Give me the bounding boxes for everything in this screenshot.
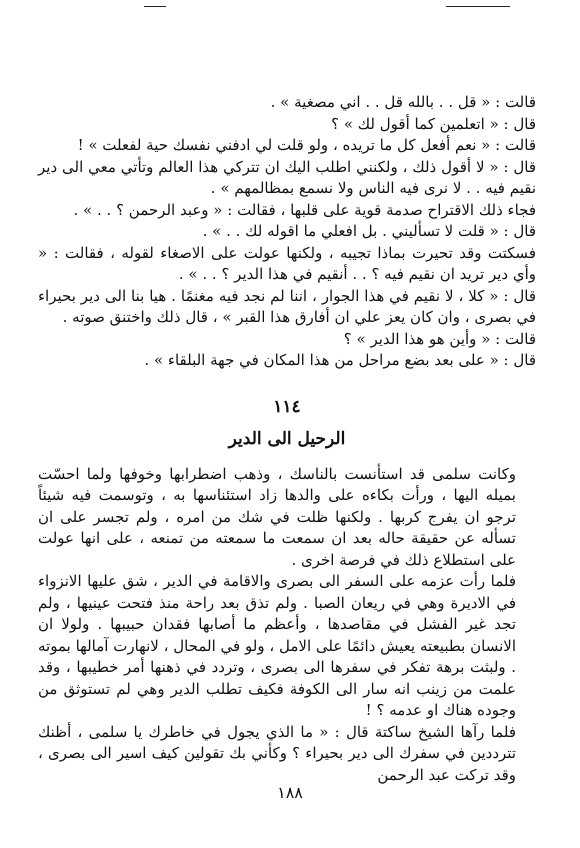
dialogue-line: قالت : « نعم أفعل كل ما تريده ، ولو قلت لي ادفني نفسك حية لفعلت » !	[77, 136, 536, 154]
page-number: ١٨٨	[277, 783, 303, 802]
dialogue-line: قال : « على بعد بضع مراحل من هذا المكان في جهة البلقاء » .	[144, 351, 536, 369]
narrative-paragraph: فلما رأت عزمه على السفر الى بصرى والاقامة في الدير ، شق عليها الانزواء في الاديرة وهي في ريعان الصبا . ولم تذق بعد راحة منذ فتحت عينيها ، ولم تجد غير الفشل في مقاصدها ، وأعظم ما أصابها فقدان حبيبها . ولولا ان الانسان بطبيعته يعيش دائمًا على الامل ، ولو في المحال ، لانهارت آمالها بموته . ولبثت برهة تفكر في سفرها الى بصرى ، وتردد في ذهنها أمر خطيبها ، وقد علمت من زينب انه سار الى الكوفة فكيف تطلب الدير وهي لم تستوثق من وجوده هناك او عدمه ؟ !	[38, 572, 516, 719]
dialogue-line: فسكتت وقد تحيرت بماذا تجيبه ، ولكنها عولت على الاصغاء لقوله ، فقالت : « وأي دير تريد ان نقيم فيه ؟ . . أنقيم في هذا الدير ؟ . . » .	[38, 243, 536, 283]
dialogue-line: قال : « قلت لا تسأليني . بل افعلي ما اقوله لك . . » .	[202, 222, 536, 240]
chapter-number: ١١٤	[273, 396, 301, 417]
dialogue-line: قالت : « وأين هو هذا الدير » ؟	[343, 329, 536, 348]
narrative-paragraph: وكانت سلمى قد استأنست بالناسك ، وذهب اضطرابها وخوفها ولما احسّت بميله اليها ، ورأت بكاءه على والدها زاد استئناسها به ، وتوسمت فيه شيئاً ترجو ان يفرج كربها . ولكنها ظلت في شك من امره ، ولم تجسر على ان تسأله عن حقيقة حاله بعد ان سمعت ما سمعته من تمنعه ، على انها عولت على استطلاع ذلك في فرصة اخرى .	[38, 464, 516, 569]
narrative-paragraph: فلما رآها الشيخ ساكتة قال : « ما الذي يجول في خاطرك يا سلمى ، أظنك تترددين في سفرك الى دير بحيراء ؟ وكأني بك تقولين كيف اسير الى بصرى ، وقد تركت عبد الرحمن	[38, 722, 516, 784]
top-rule-left	[144, 6, 166, 7]
narrative-section	[38, 464, 536, 787]
dialogue-line: قالت : « قل . . بالله قل . . اني مصغية » .	[270, 93, 536, 111]
dialogue-line: قال : « كلا ، لا نقيم في هذا الجوار ، اننا لم نجد فيه مغنمًا . هيا بنا الى دير بحيراء في بصرى ، وان كان يعز علي ان أفارق هذا القبر » ، قال ذلك واختنق صوته .	[38, 286, 536, 326]
dialogue-line: قال : « اتعلمين كما أقول لك » ؟	[331, 114, 536, 133]
chapter-title: الرحيل الى الدير	[228, 428, 346, 449]
page-body	[38, 92, 536, 786]
top-rule-right	[446, 6, 510, 7]
dialogue-line: فجاء ذلك الاقتراح صدمة قوية على قلبها ، فقالت : « وعبد الرحمن ؟ . . » .	[73, 200, 536, 219]
dialogue-line: قال : « لا أقول ذلك ، ولكنني اطلب اليك ان تتركي هذا العالم وتأتي معي الى دير نقيم فيه . . لا نرى فيه الناس ولا نسمع بمظالمهم » .	[38, 157, 536, 197]
dialogue-section	[38, 92, 536, 372]
